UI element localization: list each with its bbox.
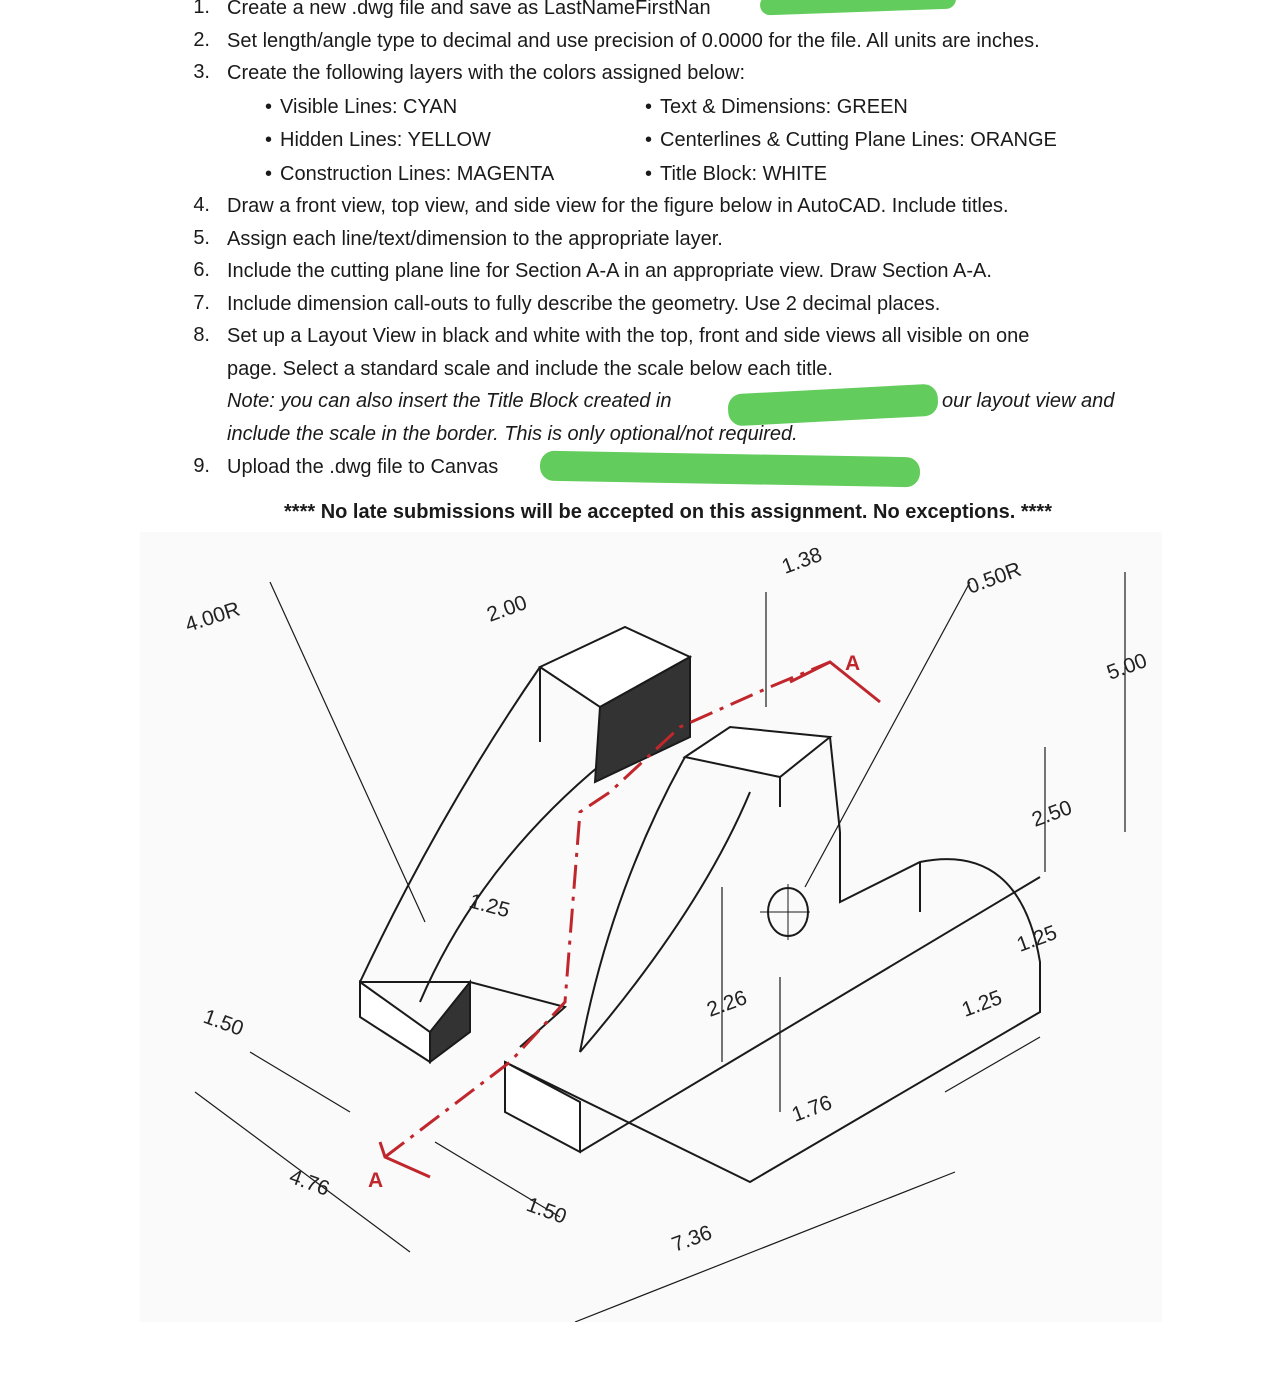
section-label-a-top: A bbox=[845, 652, 861, 675]
dim-7-36: 7.36 bbox=[668, 1221, 716, 1257]
step-5-text: Assign each line/text/dimension to the appropriate layer. bbox=[227, 228, 723, 250]
dim-line-736 bbox=[575, 1172, 955, 1322]
redaction-mark bbox=[540, 451, 920, 488]
tower-right bbox=[830, 737, 840, 832]
dim-2-50: 2.50 bbox=[1028, 796, 1076, 832]
step-number: 2. bbox=[193, 29, 210, 51]
section-arrow-top bbox=[790, 662, 880, 702]
step-number: 8. bbox=[193, 324, 210, 346]
dim-0-50r: 0.50R bbox=[963, 557, 1025, 599]
lower-block-face bbox=[430, 982, 470, 1062]
dim-4-00r: 4.00R bbox=[182, 597, 243, 637]
dim-line-150a bbox=[250, 1052, 350, 1112]
note-line-1b: our layout view and bbox=[942, 390, 1115, 412]
redaction-mark bbox=[727, 384, 938, 427]
note-line-1a: Note: you can also insert the Title Block created in bbox=[227, 390, 672, 412]
step-number: 3. bbox=[193, 61, 210, 83]
leader-050r bbox=[805, 582, 970, 887]
layer-item: • Title Block: WHITE bbox=[645, 162, 827, 186]
step-4-text: Draw a front view, top view, and side view for the figure below in AutoCAD. Include titles. bbox=[227, 195, 1009, 217]
dim-line-125b bbox=[945, 1037, 1040, 1092]
dim-1-38: 1.38 bbox=[778, 543, 826, 579]
step-number: 9. bbox=[193, 455, 210, 477]
dim-1-25-right: 1.25 bbox=[1013, 921, 1061, 957]
step-number: 4. bbox=[193, 194, 210, 216]
step-2-text: Set length/angle type to decimal and use precision of 0.0000 for the file. All units are inches. bbox=[227, 30, 1040, 52]
drawing-svg bbox=[140, 532, 1162, 1322]
isometric-drawing bbox=[140, 532, 1162, 1322]
dim-1-76: 1.76 bbox=[788, 1091, 836, 1127]
dim-1-25-arm: 1.25 bbox=[466, 889, 513, 923]
step-number: 6. bbox=[193, 259, 210, 281]
step-8-continuation: page. Select a standard scale and include the scale below each title. bbox=[227, 358, 833, 380]
layer-item: • Hidden Lines: YELLOW bbox=[265, 128, 491, 152]
late-submission-warning: **** No late submissions will be accepted on this assignment. No exceptions. **** bbox=[284, 501, 1052, 523]
layer-item: • Centerlines & Cutting Plane Lines: ORANGE bbox=[645, 128, 1057, 152]
dim-2-26: 2.26 bbox=[703, 986, 751, 1022]
redaction-mark bbox=[760, 0, 957, 15]
layer-item: • Visible Lines: CYAN bbox=[265, 95, 457, 119]
base-front-edge bbox=[505, 1062, 580, 1152]
dim-1-50-left: 1.50 bbox=[200, 1005, 247, 1041]
step-3-text: Create the following layers with the colors assigned below: bbox=[227, 62, 746, 84]
tower-top bbox=[685, 727, 830, 777]
dim-5-00: 5.00 bbox=[1103, 649, 1151, 685]
step-number: 7. bbox=[193, 292, 210, 314]
section-label-a-bottom: A bbox=[368, 1169, 384, 1192]
base-plate bbox=[505, 832, 1040, 1182]
dim-2-00: 2.00 bbox=[483, 591, 531, 627]
layer-item: • Text & Dimensions: GREEN bbox=[645, 95, 908, 119]
step-1-text: Create a new .dwg file and save as LastNameFirstNan bbox=[227, 0, 711, 19]
dim-1-50-bottom: 1.50 bbox=[523, 1193, 570, 1229]
dim-1-25-base: 1.25 bbox=[958, 986, 1006, 1022]
step-8-text: Set up a Layout View in black and white with the top, front and side views all visible on one bbox=[227, 325, 1030, 347]
curved-arm-inner bbox=[420, 757, 610, 1002]
step-number: 5. bbox=[193, 227, 210, 249]
dim-line-400r bbox=[270, 582, 425, 922]
step-6-text: Include the cutting plane line for Section A-A in an appropriate view. Draw Section A-A. bbox=[227, 260, 992, 282]
dim-4-76: 4.76 bbox=[286, 1165, 333, 1201]
hole-centerline bbox=[760, 884, 810, 940]
section-arrow-bottom bbox=[380, 1142, 430, 1177]
step-7-text: Include dimension call-outs to fully describe the geometry. Use 2 decimal places. bbox=[227, 293, 941, 315]
step-9-text: Upload the .dwg file to Canvas bbox=[227, 456, 499, 478]
layer-item: • Construction Lines: MAGENTA bbox=[265, 162, 554, 186]
note-line-2: include the scale in the border. This is only optional/not required. bbox=[227, 423, 798, 445]
step-number: 1. bbox=[193, 0, 210, 18]
lower-block bbox=[360, 982, 430, 1062]
curved-arm-outer bbox=[360, 667, 540, 982]
